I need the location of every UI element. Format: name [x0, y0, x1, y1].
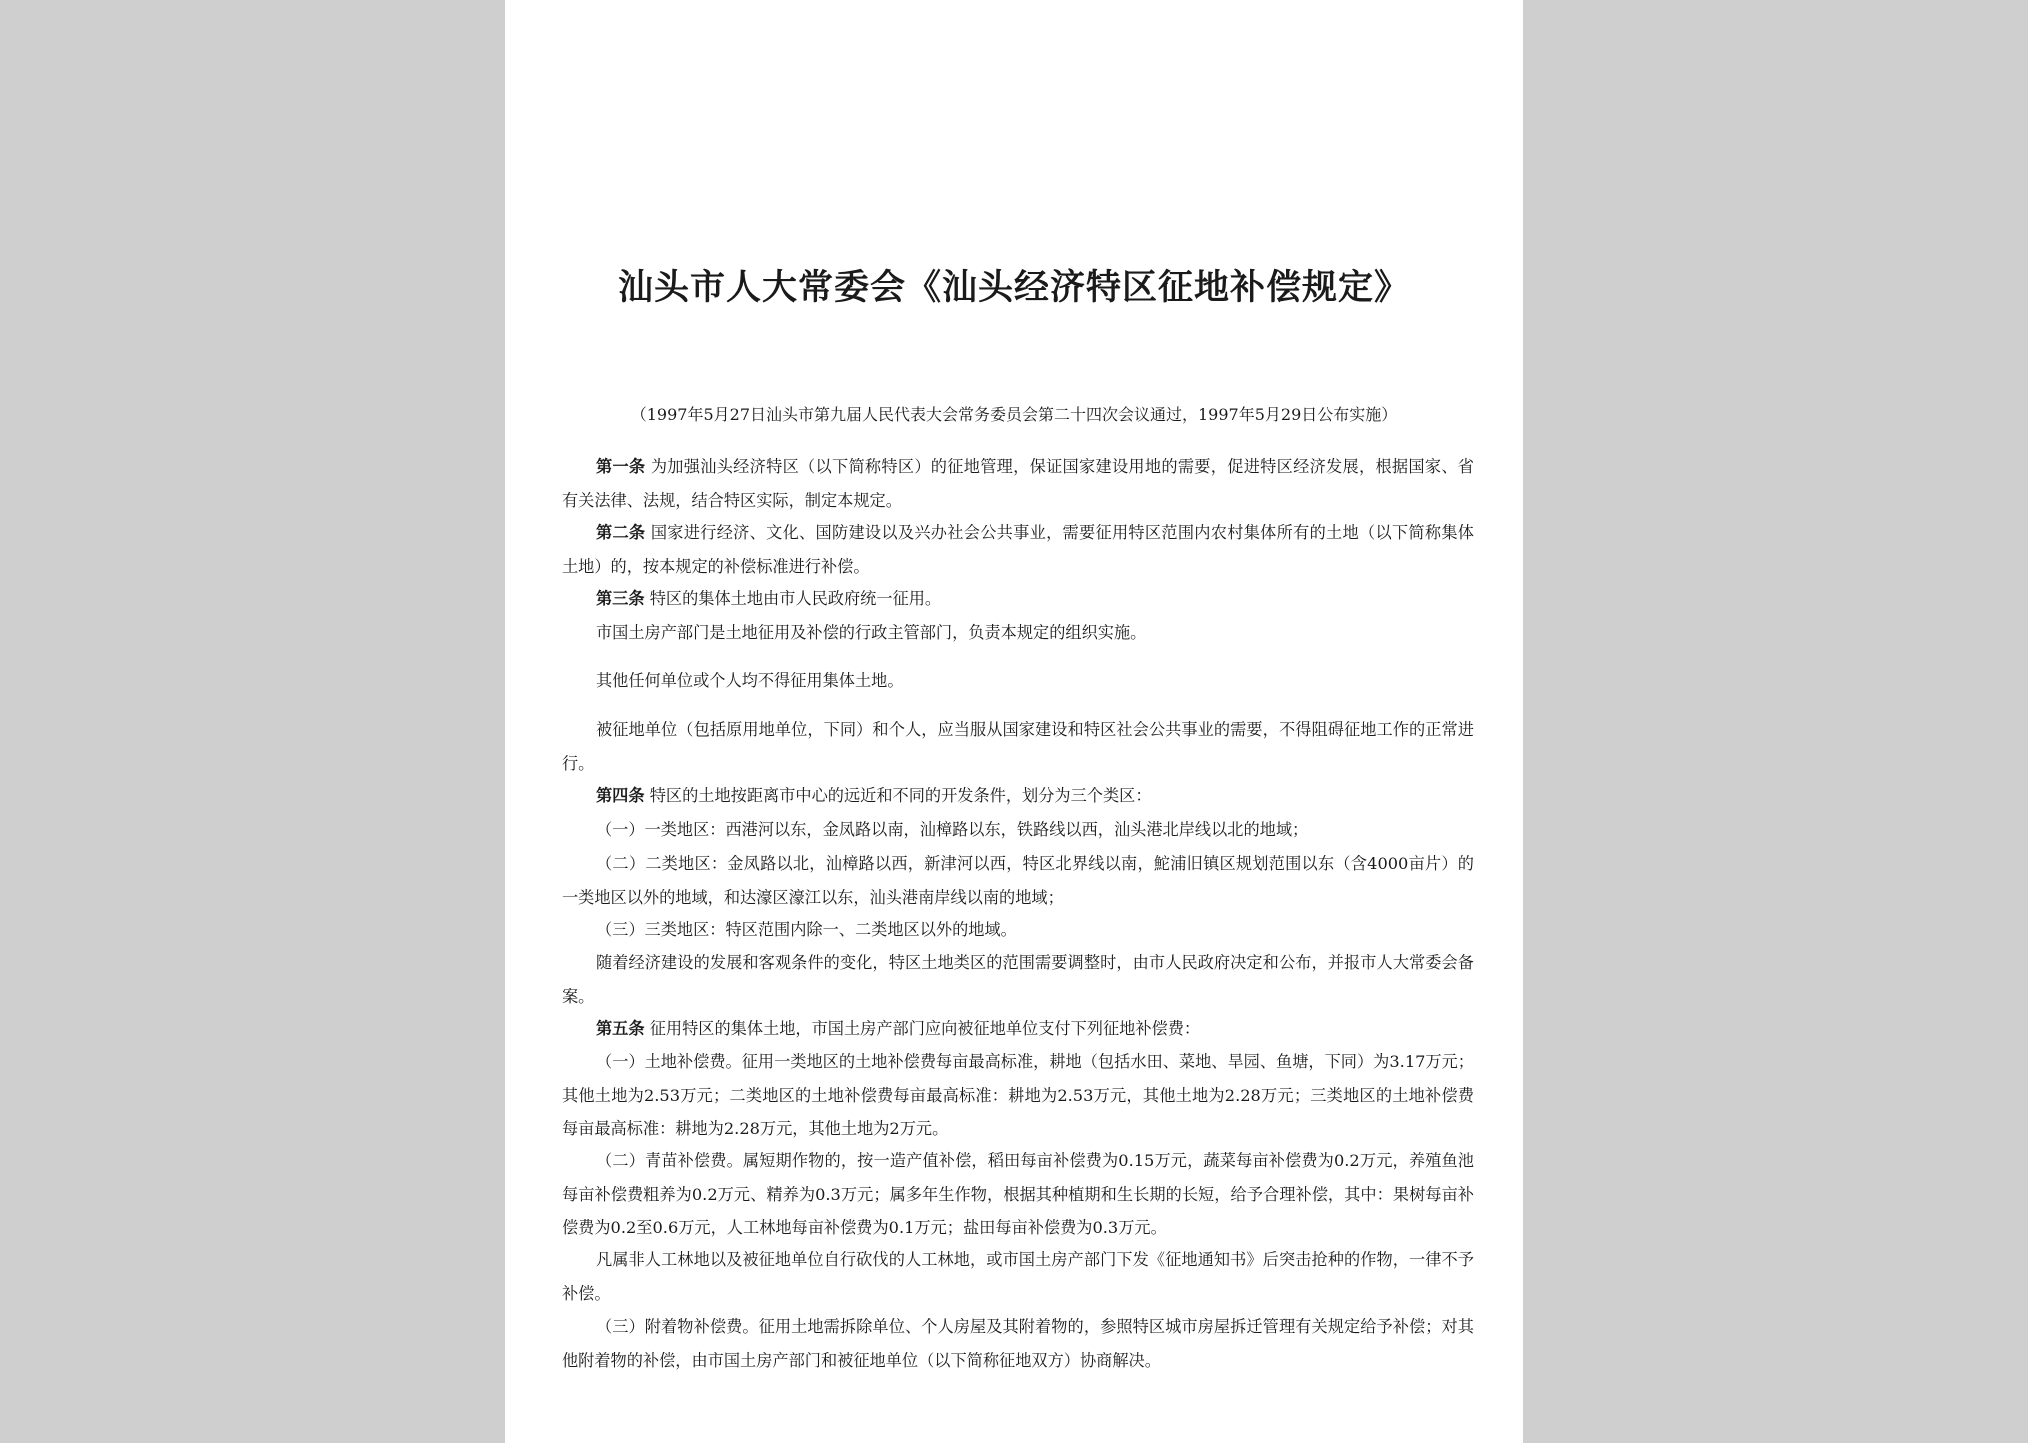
- paragraph-article-3: [562, 582, 1474, 616]
- paragraph-text: 随着经济建设的发展和客观条件的变化，特区土地类区的范围需要调整时，由市人民政府决定和公布，并报市人大常委会备案。: [562, 953, 1474, 1006]
- article-number: 第五条: [596, 1019, 645, 1038]
- paragraph-article-4: [562, 779, 1474, 813]
- paragraph-text: （二）二类地区：金凤路以北，汕樟路以西，新津河以西，特区北界线以南，鮀浦旧镇区规划范围以东（含4000亩片）的一类地区以外的地域，和达濠区濠江以东，汕头港南岸线以南的地域；: [562, 854, 1474, 907]
- paragraph-text: 国家进行经济、文化、国防建设以及兴办社会公共事业，需要征用特区范围内农村集体所有的土地（以下简称集体土地）的，按本规定的补偿标准进行补偿。: [562, 523, 1474, 576]
- paragraph-text: 被征地单位（包括原用地单位，下同）和个人，应当服从国家建设和特区社会公共事业的需要，不得阻碍征地工作的正常进行。: [562, 720, 1474, 773]
- paragraph-text: 征用特区的集体土地，市国土房产部门应向被征地单位支付下列征地补偿费：: [644, 1019, 1201, 1038]
- paragraph-article-1: [562, 450, 1474, 517]
- paragraph-text: （一）土地补偿费。征用一类地区的土地补偿费每亩最高标准，耕地（包括水田、菜地、旱园、鱼塘，下同）为3.17万元；其他土地为2.53万元；二类地区的土地补偿费每亩最高标准：耕地为2.53万元，其他土地为2.28万元；三类地区的土地补偿费每亩最高标准：耕地为2.28万元，其他土地为2万元。: [562, 1052, 1474, 1138]
- paragraph: [562, 713, 1474, 780]
- article-number: 第一条: [596, 457, 646, 476]
- document-page: [505, 0, 1523, 1443]
- document-subtitle: （1997年5月27日汕头市第九届人民代表大会常务委员会第二十四次会议通过，1997年5月29日公布实施）: [630, 405, 1398, 424]
- paragraph-text: （一）一类地区：西港河以东，金凤路以南，汕樟路以东，铁路线以西，汕头港北岸线以北的地域；: [596, 820, 1309, 839]
- paragraph: [562, 1144, 1474, 1245]
- article-number: 第三条: [596, 589, 645, 608]
- paragraph-text: （二）青苗补偿费。属短期作物的，按一造产值补偿，稻田每亩补偿费为0.15万元，蔬菜每亩补偿费为0.2万元，养殖鱼池每亩补偿费粗养为0.2万元、精养为0.3万元；属多年生作物，根据其种植期和生长期的长短，给予合理补偿，其中：果树每亩补偿费为0.2至0.6万元，人工林地每亩补偿费为0.1万元；盐田每亩补偿费为0.3万元。: [562, 1151, 1474, 1237]
- paragraph-text: 市国土房产部门是土地征用及补偿的行政主管部门，负责本规定的组织实施。: [596, 623, 1147, 642]
- paragraph: [562, 616, 1474, 650]
- paragraph-text: 为加强汕头经济特区（以下简称特区）的征地管理，保证国家建设用地的需要，促进特区经济发展，根据国家、省有关法律、法规，结合特区实际，制定本规定。: [562, 457, 1474, 510]
- paragraph: [562, 847, 1474, 914]
- paragraph: [562, 1243, 1474, 1310]
- paragraph: [562, 664, 1474, 698]
- paragraph-article-5: [562, 1012, 1474, 1046]
- paragraph-text: （三）三类地区：特区范围内除一、二类地区以外的地域。: [596, 920, 1017, 939]
- paragraph-text: 特区的集体土地由市人民政府统一征用。: [644, 589, 942, 608]
- article-number: 第二条: [596, 523, 646, 542]
- paragraph: [562, 913, 1474, 947]
- paragraph: [562, 1045, 1474, 1146]
- paragraph: [562, 946, 1474, 1013]
- paragraph: [562, 813, 1474, 847]
- paragraph-text: 其他任何单位或个人均不得征用集体土地。: [596, 671, 904, 690]
- paragraph-text: （三）附着物补偿费。征用土地需拆除单位、个人房屋及其附着物的，参照特区城市房屋拆迁管理有关规定给予补偿；对其他附着物的补偿，由市国土房产部门和被征地单位（以下简称征地双方）协商解决。: [562, 1317, 1474, 1370]
- paragraph-text: 凡属非人工林地以及被征地单位自行砍伐的人工林地，或市国土房产部门下发《征地通知书》后突击抢种的作物，一律不予补偿。: [562, 1250, 1474, 1303]
- article-number: 第四条: [596, 786, 645, 805]
- paragraph: [562, 1310, 1474, 1377]
- document-title: 汕头市人大常委会《汕头经济特区征地补偿规定》: [617, 267, 1410, 308]
- paragraph-text: 特区的土地按距离市中心的远近和不同的开发条件，划分为三个类区：: [644, 786, 1152, 805]
- paragraph-article-2: [562, 516, 1474, 583]
